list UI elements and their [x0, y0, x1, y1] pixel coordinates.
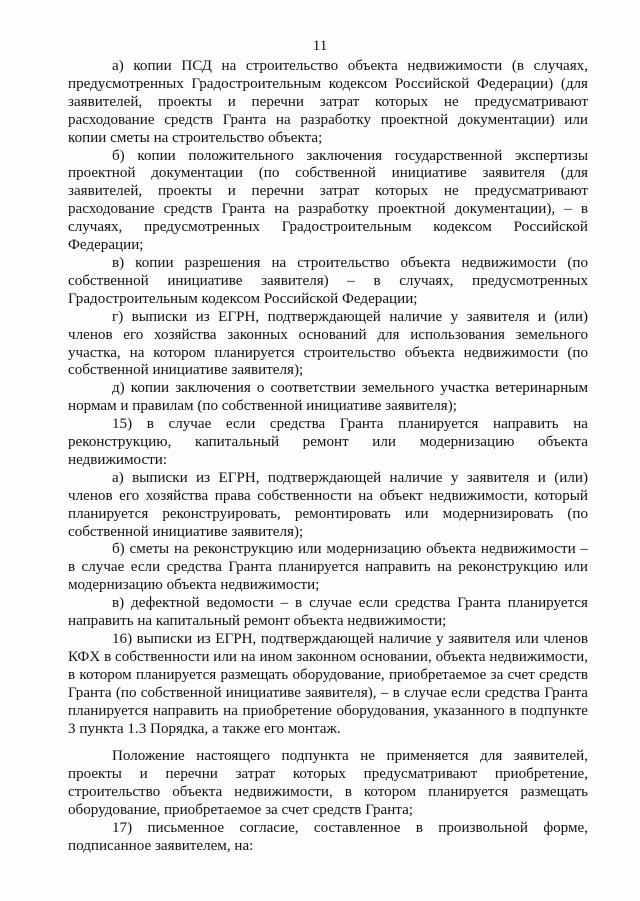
paragraph-b-estimate-reconstruction: б) сметы на реконструкцию или модернизацию объекта недвижимости – в случае если средства Гранта планируется направить на реконструкцию или модернизацию объекта недвижимости; [68, 541, 588, 594]
paragraph-17-written-consent: 17) письменное согласие, составленное в произвольной форме, подписанное заявителем, на: [68, 820, 588, 854]
paragraph-v-construction-permit: в) копии разрешения на строительство объекта недвижимости (по собственной инициативе заявителя) – в случаях, предусмотренных Градостроительным кодексом Российской Федерации; [68, 254, 588, 307]
paragraph-provision-exception: Положение настоящего подпункта не применяется для заявителей, проекты и перечни затрат которых предусматривают приобретение, строительство объекта недвижимости, в котором планируется размещать оборудование, приобретаемое за счет средств Гранта; [68, 748, 588, 819]
paragraph-a-egrn-extract-ownership: а) выписки из ЕГРН, подтверждающей наличие у заявителя и (или) членов его хозяйства права собственности на объект недвижимости, который планируется реконструировать, ремонтировать или модернизировать (по собственной инициативе заявителя); [68, 469, 588, 540]
paragraph-g-egrn-extract-land: г) выписки из ЕГРН, подтверждающей наличие у заявителя и (или) членов его хозяйства законных оснований для использования земельного участка, на котором планируется строительство объекта недвижимости (по собственной инициативе заявителя); [68, 308, 588, 379]
paragraph-d-veterinary-conclusion: д) копии заключения о соответствии земельного участка ветеринарным нормам и правилам (по собственной инициативе заявителя); [68, 380, 588, 415]
paragraph-a-psd-copies: а) копии ПСД на строительство объекта недвижимости (в случаях, предусмотренных Градостроительным кодексом Российской Федерации) (для заявителей, проекты и перечни затрат которых не предусматривают расходование средств Гранта на разработку проектной документации) или копии сметы на строительство объекта; [68, 58, 588, 146]
paragraph-b-expertise-conclusion: б) копии положительного заключения государственной экспертизы проектной документации (по собственной инициативе заявителя (для заявителей, проекты и перечни затрат которых не предусматривают расходование средств Гранта на разработку проектной документации), – в случаях, предусмотренных Градостроительным кодексом Российской Федерации; [68, 147, 588, 254]
page-number: 11 [312, 38, 328, 54]
paragraph-15-reconstruction: 15) в случае если средства Гранта планируется направить на реконструкцию, капитальный ремонт или модернизацию объекта недвижимости: [68, 416, 588, 468]
paragraph-16-egrn-equipment: 16) выписки из ЕГРН, подтверждающей наличие у заявителя или членов КФХ в собственности или на ином законном основании, объекта недвижимости, в котором планируется размещать оборудование, приобретаемое за счет средств Гранта (по собственной инициативе заявителя), – в случае если средства Гранта планируется направить на приобретение оборудования, указанного в подпункте 3 пункта 1.3 Порядка, а также его монтаж. [68, 631, 588, 737]
document-body [68, 58, 588, 856]
paragraph-v-defect-statement: в) дефектной ведомости – в случае если средства Гранта планируется направить на капитальный ремонт объекта недвижимости; [68, 595, 588, 630]
